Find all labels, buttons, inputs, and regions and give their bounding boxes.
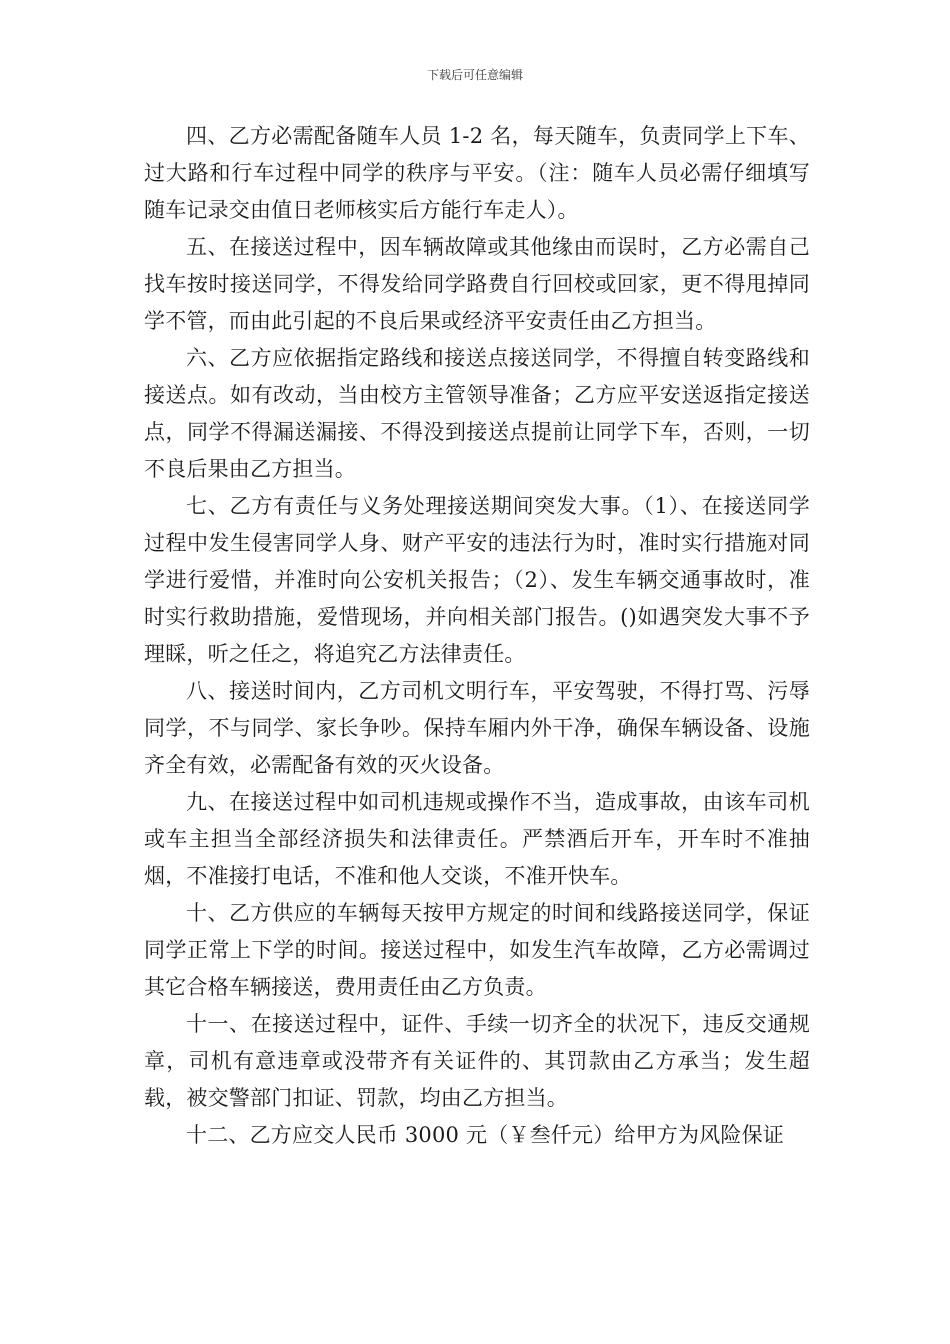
clause-8: 八、接送时间内，乙方司机文明行车，平安驾驶，不得打骂、污辱同学，不与同学、家长争吵。保持车厢内外干净，确保车辆设备、设施齐全有效，必需配备有效的灭火设备。 (144, 679, 810, 777)
clause-6: 六、乙方应依据指定路线和接送点接送同学，不得擅自转变路线和接送点。如有改动，当由校方主管领导准备；乙方应平安送返指定接送点，同学不得漏送漏接、不得没到接送点提前让同学下车，否则，一切不良后果由乙方担当。 (144, 346, 810, 481)
clause-10: 十、乙方供应的车辆每天按甲方规定的时间和线路接送同学，保证同学正常上下学的时间。接送过程中，如发生汽车故障，乙方必需调过其它合格车辆接送，费用责任由乙方负责。 (144, 901, 810, 999)
clause-5: 五、在接送过程中，因车辆故障或其他缘由而误时，乙方必需自己找车按时接送同学，不得发给同学路费自行回校或回家，更不得甩掉同学不管，而由此引起的不良后果或经济平安责任由乙方担当。 (144, 235, 810, 333)
page-header: 下载后可任意编辑 (426, 68, 523, 82)
document-body (144, 118, 810, 1154)
clause-12: 十二、乙方应交人民币 3000 元（￥叁仟元）给甲方为风险保证 (186, 1123, 784, 1147)
clause-11: 十一、在接送过程中，证件、手续一切齐全的状况下，违反交通规章，司机有意违章或没带齐有关证件的、其罚款由乙方承当；发生超载，被交警部门扣证、罚款，均由乙方担当。 (144, 1012, 810, 1110)
clause-4: 四、乙方必需配备随车人员 1-2 名，每天随车，负责同学上下车、过大路和行车过程中同学的秩序与平安。（注：随车人员必需仔细填写随车记录交由值日老师核实后方能行车走人）。 (144, 124, 810, 222)
clause-7: 七、乙方有责任与义务处理接送期间突发大事。（1）、在接送同学过程中发生侵害同学人身、财产平安的违法行为时，准时实行措施对同学进行爱惜，并准时向公安机关报告；（2）、发生车辆交通事故时，准时实行救助措施，爱惜现场，并向相关部门报告。()如遇突发大事不予理睬，听之任之，将追究乙方法律责任。 (144, 494, 810, 666)
clause-9: 九、在接送过程中如司机违规或操作不当，造成事故，由该车司机或车主担当全部经济损失和法律责任。严禁酒后开车，开车时不准抽烟，不准接打电话，不准和他人交谈，不准开快车。 (144, 790, 810, 888)
